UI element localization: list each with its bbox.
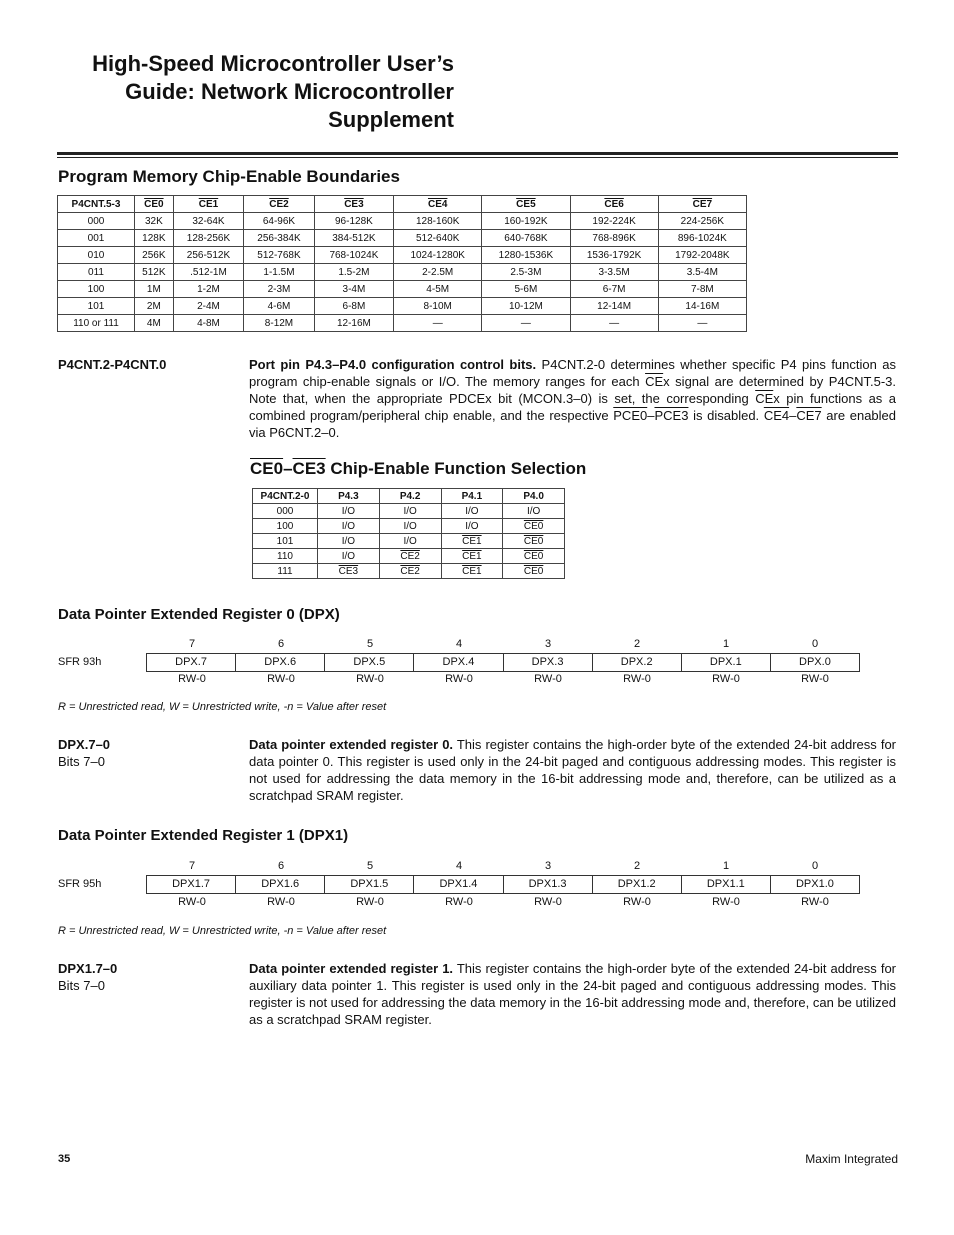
- register-bit-cell: DPX1.4: [413, 876, 502, 893]
- table-cell: 128K: [135, 230, 174, 247]
- overline-text: CE3: [292, 459, 326, 478]
- register-bit-cell: DPX1.7: [172, 878, 211, 890]
- table-cell: 5-6M: [482, 281, 570, 298]
- table-header-row: [58, 196, 747, 213]
- register-bit-cell: DPX1.2: [592, 876, 681, 893]
- table-cell: 64-96K: [244, 213, 315, 230]
- table-cell: CE3: [318, 564, 380, 579]
- header-rule: [57, 152, 898, 155]
- table-cell: 14-16M: [658, 298, 746, 315]
- table-cell: 1280-1536K: [482, 247, 570, 264]
- bit-access-reset: RW-0: [623, 673, 651, 685]
- text-run: This register contains the high-order byte of the extended 24-bit address for auxiliary data pointer 1. This register is used only in the 24-bit paged and contiguous addressing modes. This register is not used for addressing the data memory in the 16-bit addressing mode and, therefore, can be utilized as a scratchpad SRAM register.: [249, 961, 896, 1027]
- table-cell: 1M: [135, 281, 174, 298]
- table-cell: 96-128K: [314, 213, 393, 230]
- table-cell: 2M: [135, 298, 174, 315]
- dpx1-register-diagram: [146, 875, 860, 894]
- bit-access-reset: RW-0: [267, 673, 295, 685]
- table-cell: 3-3.5M: [570, 264, 658, 281]
- overline-text: PCE0: [613, 408, 648, 423]
- table-cell: 32K: [135, 213, 174, 230]
- register-bit-cell: DPX.6: [235, 654, 324, 671]
- table-cell: 768-1024K: [314, 247, 393, 264]
- table-cell: CE2: [379, 564, 441, 579]
- table-cell: 896-1024K: [658, 230, 746, 247]
- table-row: [58, 281, 747, 298]
- table-cell: 10-12M: [482, 298, 570, 315]
- table-cell: I/O: [379, 504, 441, 519]
- footer-company: Maxim Integrated: [805, 1152, 898, 1166]
- overline-text: $\overline{CE}$: [755, 391, 774, 406]
- text-run: Chip-Enable Function Selection: [325, 459, 587, 478]
- table-row: [253, 564, 565, 579]
- bit-number: 0: [811, 638, 819, 650]
- table-cell: 32-64K: [173, 213, 244, 230]
- bit-number: 4: [455, 860, 463, 872]
- table-cell: CE1: [441, 564, 503, 579]
- text-run: are enabled via P6CNT.2–0.: [249, 408, 896, 440]
- definition-body-p4cnt: [249, 356, 896, 441]
- table-cell: 1792-2048K: [658, 247, 746, 264]
- table-cell: 3.5-4M: [658, 264, 746, 281]
- register-bit-cell: DPX1.0: [770, 876, 859, 893]
- table-row: [58, 315, 747, 332]
- definition-lead: Data pointer extended register 1.: [249, 961, 454, 976]
- bit-number: 6: [277, 638, 285, 650]
- table-cell: 110: [253, 549, 318, 564]
- table-cell: I/O: [318, 504, 380, 519]
- table-row: [58, 298, 747, 315]
- header-cell: CE4: [394, 196, 482, 213]
- text-run: x signal are determined by P4CNT.5-3. Note that, when the appropriate PDCEx bit (MCON.3–0) is set, the corresponding: [249, 374, 897, 406]
- bit-number: 5: [366, 638, 374, 650]
- definition-term-p4cnt: P4CNT.2-P4CNT.0: [58, 357, 167, 372]
- title-line-2: Guide: Network Microcontroller: [125, 79, 454, 104]
- table-cell: 8-12M: [244, 315, 315, 332]
- header-cell: P4.1: [441, 489, 503, 504]
- table-cell: I/O: [379, 534, 441, 549]
- header-cell: P4.3: [318, 489, 380, 504]
- table-cell: I/O: [318, 549, 380, 564]
- header-rule-thin: [57, 157, 898, 158]
- register-bit-cell: DPX.5: [324, 654, 413, 671]
- table-row: [58, 230, 747, 247]
- table-cell: 6-7M: [570, 281, 658, 298]
- table-cell: —: [482, 315, 570, 332]
- table-cell: 000: [253, 504, 318, 519]
- definition-term-dpx: DPX.7–0: [58, 737, 111, 752]
- table-cell: CE1: [441, 549, 503, 564]
- header-cell: CE1: [173, 196, 244, 213]
- bit-access-reset: RW-0: [623, 896, 651, 908]
- definition-lead: Port pin P4.3–P4.0 configuration control bits.: [249, 357, 537, 372]
- bit-access-reset: RW-0: [712, 673, 740, 685]
- table-cell: 8-10M: [394, 298, 482, 315]
- header-cell: P4.2: [379, 489, 441, 504]
- bit-number: 4: [455, 638, 463, 650]
- header-cell: CE2: [244, 196, 315, 213]
- table-cell: 2-3M: [244, 281, 315, 298]
- document-title: [60, 50, 454, 134]
- section-heading-ce-function: [250, 459, 586, 479]
- table-cell: 4M: [135, 315, 174, 332]
- table-cell: 768-896K: [570, 230, 658, 247]
- table-cell: 224-256K: [658, 213, 746, 230]
- dpx-legend: R = Unrestricted read, W = Unrestricted write, -n = Value after reset: [58, 701, 387, 713]
- bit-access-reset: RW-0: [356, 673, 384, 685]
- register-bit-cell: DPX.2: [592, 654, 681, 671]
- table-row: [58, 247, 747, 264]
- table-cell: CE1: [441, 534, 503, 549]
- header-cell: CE5: [482, 196, 570, 213]
- text-run: –: [647, 408, 655, 423]
- table-cell: 12-16M: [314, 315, 393, 332]
- text-run: This register contains the high-order byte of the extended 24-bit address for data pointer 0. This register is used only in the 24-bit paged and contiguous addressing modes. This register is not used for addressing the data memory in the 16-bit addressing mode and, therefore, can be utilized as a scratchpad SRAM register.: [249, 737, 896, 803]
- bit-access-reset: RW-0: [534, 673, 562, 685]
- table-cell: 010: [58, 247, 135, 264]
- table-cell: 384-512K: [314, 230, 393, 247]
- table-cell: 160-192K: [482, 213, 570, 230]
- table-cell: —: [394, 315, 482, 332]
- text-run: is disabled.: [688, 408, 764, 423]
- table-row: [253, 549, 565, 564]
- table-cell: 640-768K: [482, 230, 570, 247]
- bit-number: 7: [188, 638, 196, 650]
- table-cell: —: [658, 315, 746, 332]
- table-cell: I/O: [441, 504, 503, 519]
- table-row: [58, 213, 747, 230]
- bit-access-reset: RW-0: [445, 896, 473, 908]
- bit-number: 1: [722, 638, 730, 650]
- bit-access-reset: RW-0: [712, 896, 740, 908]
- table-cell: I/O: [379, 519, 441, 534]
- text-run: x pin functions as a combined program/peripheral chip enable, and the respective: [249, 391, 897, 423]
- table-cell: 3-4M: [314, 281, 393, 298]
- table-cell: CE0: [503, 549, 565, 564]
- bit-number: 5: [366, 860, 374, 872]
- table-cell: —: [570, 315, 658, 332]
- table-cell: 256-512K: [173, 247, 244, 264]
- table-header-row: [253, 489, 565, 504]
- program-memory-table: [57, 195, 747, 332]
- bit-number: 6: [277, 860, 285, 872]
- table-cell: 256-384K: [244, 230, 315, 247]
- table-cell: 7-8M: [658, 281, 746, 298]
- title-line-1: High-Speed Microcontroller User’s: [92, 51, 454, 76]
- register-bit-cell: DPX1.5: [324, 876, 413, 893]
- table-row: [253, 534, 565, 549]
- bit-access-reset: RW-0: [178, 673, 206, 685]
- bit-number: 3: [544, 638, 552, 650]
- dpx1-legend: R = Unrestricted read, W = Unrestricted write, -n = Value after reset: [58, 925, 387, 937]
- ce-function-table: [252, 488, 565, 579]
- table-cell: I/O: [441, 519, 503, 534]
- overline-text: CE0: [250, 459, 284, 478]
- header-cell: CE7: [658, 196, 746, 213]
- table-cell: 100: [58, 281, 135, 298]
- register-bit-cell: DPX.0: [770, 654, 859, 671]
- table-cell: 101: [253, 534, 318, 549]
- table-cell: 6-8M: [314, 298, 393, 315]
- table-cell: 100: [253, 519, 318, 534]
- register-bit-cell: DPX.3: [503, 654, 592, 671]
- bit-number: 7: [188, 860, 196, 872]
- bit-access-reset: RW-0: [534, 896, 562, 908]
- text-run: –: [789, 408, 797, 423]
- bit-number: 1: [722, 860, 730, 872]
- table-cell: 512-768K: [244, 247, 315, 264]
- header-cell: P4CNT.2-0: [253, 489, 318, 504]
- header-cell: CE0: [135, 196, 174, 213]
- table-row: [253, 519, 565, 534]
- definition-term-dpx1: DPX1.7–0: [58, 961, 118, 976]
- bit-number: 2: [633, 860, 641, 872]
- table-cell: 101: [58, 298, 135, 315]
- bit-access-reset: RW-0: [445, 673, 473, 685]
- table-row: [253, 504, 565, 519]
- table-cell: 128-256K: [173, 230, 244, 247]
- register-bit-cell: DPX.1: [681, 654, 770, 671]
- bit-access-reset: RW-0: [801, 673, 829, 685]
- register-bit-cell: DPX.7: [175, 656, 207, 668]
- table-cell: CE2: [379, 549, 441, 564]
- table-cell: 1-1.5M: [244, 264, 315, 281]
- overline-text: PCE3: [654, 408, 689, 423]
- table-cell: 2-4M: [173, 298, 244, 315]
- definition-bits-dpx: Bits 7–0: [58, 754, 105, 769]
- bit-access-reset: RW-0: [178, 896, 206, 908]
- bit-access-reset: RW-0: [801, 896, 829, 908]
- table-cell: I/O: [318, 519, 380, 534]
- overline-text: $\overline{CE}$: [645, 374, 664, 389]
- table-cell: .512-1M: [173, 264, 244, 281]
- dpx1-sfr-address: SFR 95h: [58, 878, 102, 890]
- table-cell: CE0: [503, 519, 565, 534]
- definition-body-dpx: [249, 736, 896, 804]
- table-cell: 128-160K: [394, 213, 482, 230]
- table-cell: 011: [58, 264, 135, 281]
- table-cell: 192-224K: [570, 213, 658, 230]
- table-cell: 1024-1280K: [394, 247, 482, 264]
- text-run: –: [283, 459, 293, 478]
- bit-access-reset: RW-0: [356, 896, 384, 908]
- definition-bits-dpx1: Bits 7–0: [58, 978, 105, 993]
- table-cell: 110 or 111: [58, 315, 135, 332]
- table-cell: CE0: [503, 534, 565, 549]
- register-bit-cell: DPX.4: [413, 654, 502, 671]
- table-cell: 12-14M: [570, 298, 658, 315]
- table-cell: 256K: [135, 247, 174, 264]
- table-cell: 512K: [135, 264, 174, 281]
- section-heading-dpx1: Data Pointer Extended Register 1 (DPX1): [58, 827, 349, 844]
- bit-access-reset: RW-0: [267, 896, 295, 908]
- bit-number: 3: [544, 860, 552, 872]
- definition-body-dpx1: [249, 960, 896, 1028]
- table-cell: 1-2M: [173, 281, 244, 298]
- header-cell: P4CNT.5-3: [58, 196, 135, 213]
- table-cell: 2-2.5M: [394, 264, 482, 281]
- title-line-3: Supplement: [328, 107, 454, 132]
- table-cell: 001: [58, 230, 135, 247]
- header-cell: CE3: [314, 196, 393, 213]
- table-cell: 4-6M: [244, 298, 315, 315]
- table-cell: 000: [58, 213, 135, 230]
- bit-number: 0: [811, 860, 819, 872]
- table-cell: 2.5-3M: [482, 264, 570, 281]
- section-heading-dpx: Data Pointer Extended Register 0 (DPX): [58, 606, 340, 623]
- table-cell: 512-640K: [394, 230, 482, 247]
- dpx-sfr-address: SFR 93h: [58, 656, 102, 668]
- overline-text: CE4: [763, 408, 790, 423]
- overline-text: CE7: [796, 408, 822, 423]
- table-cell: 1.5-2M: [314, 264, 393, 281]
- dpx-register-diagram: [146, 653, 860, 672]
- table-cell: 1536-1792K: [570, 247, 658, 264]
- section-heading-program-memory: Program Memory Chip-Enable Boundaries: [58, 167, 400, 186]
- bit-number: 2: [633, 638, 641, 650]
- table-cell: CE0: [503, 564, 565, 579]
- table-cell: 4-8M: [173, 315, 244, 332]
- table-cell: 4-5M: [394, 281, 482, 298]
- table-cell: I/O: [318, 534, 380, 549]
- header-cell: CE6: [570, 196, 658, 213]
- header-cell: P4.0: [503, 489, 565, 504]
- table-cell: 111: [253, 564, 318, 579]
- page-number: 35: [58, 1153, 71, 1165]
- text-run: P4CNT.2-0 determines whether specific P4 pins function as program chip-enable signals or I/O. The memory ranges for each: [249, 357, 897, 389]
- register-bit-cell: DPX1.3: [503, 876, 592, 893]
- register-bit-cell: DPX1.1: [681, 876, 770, 893]
- table-cell: I/O: [503, 504, 565, 519]
- table-row: [58, 264, 747, 281]
- register-bit-cell: DPX1.6: [235, 876, 324, 893]
- definition-lead: Data pointer extended register 0.: [249, 737, 454, 752]
